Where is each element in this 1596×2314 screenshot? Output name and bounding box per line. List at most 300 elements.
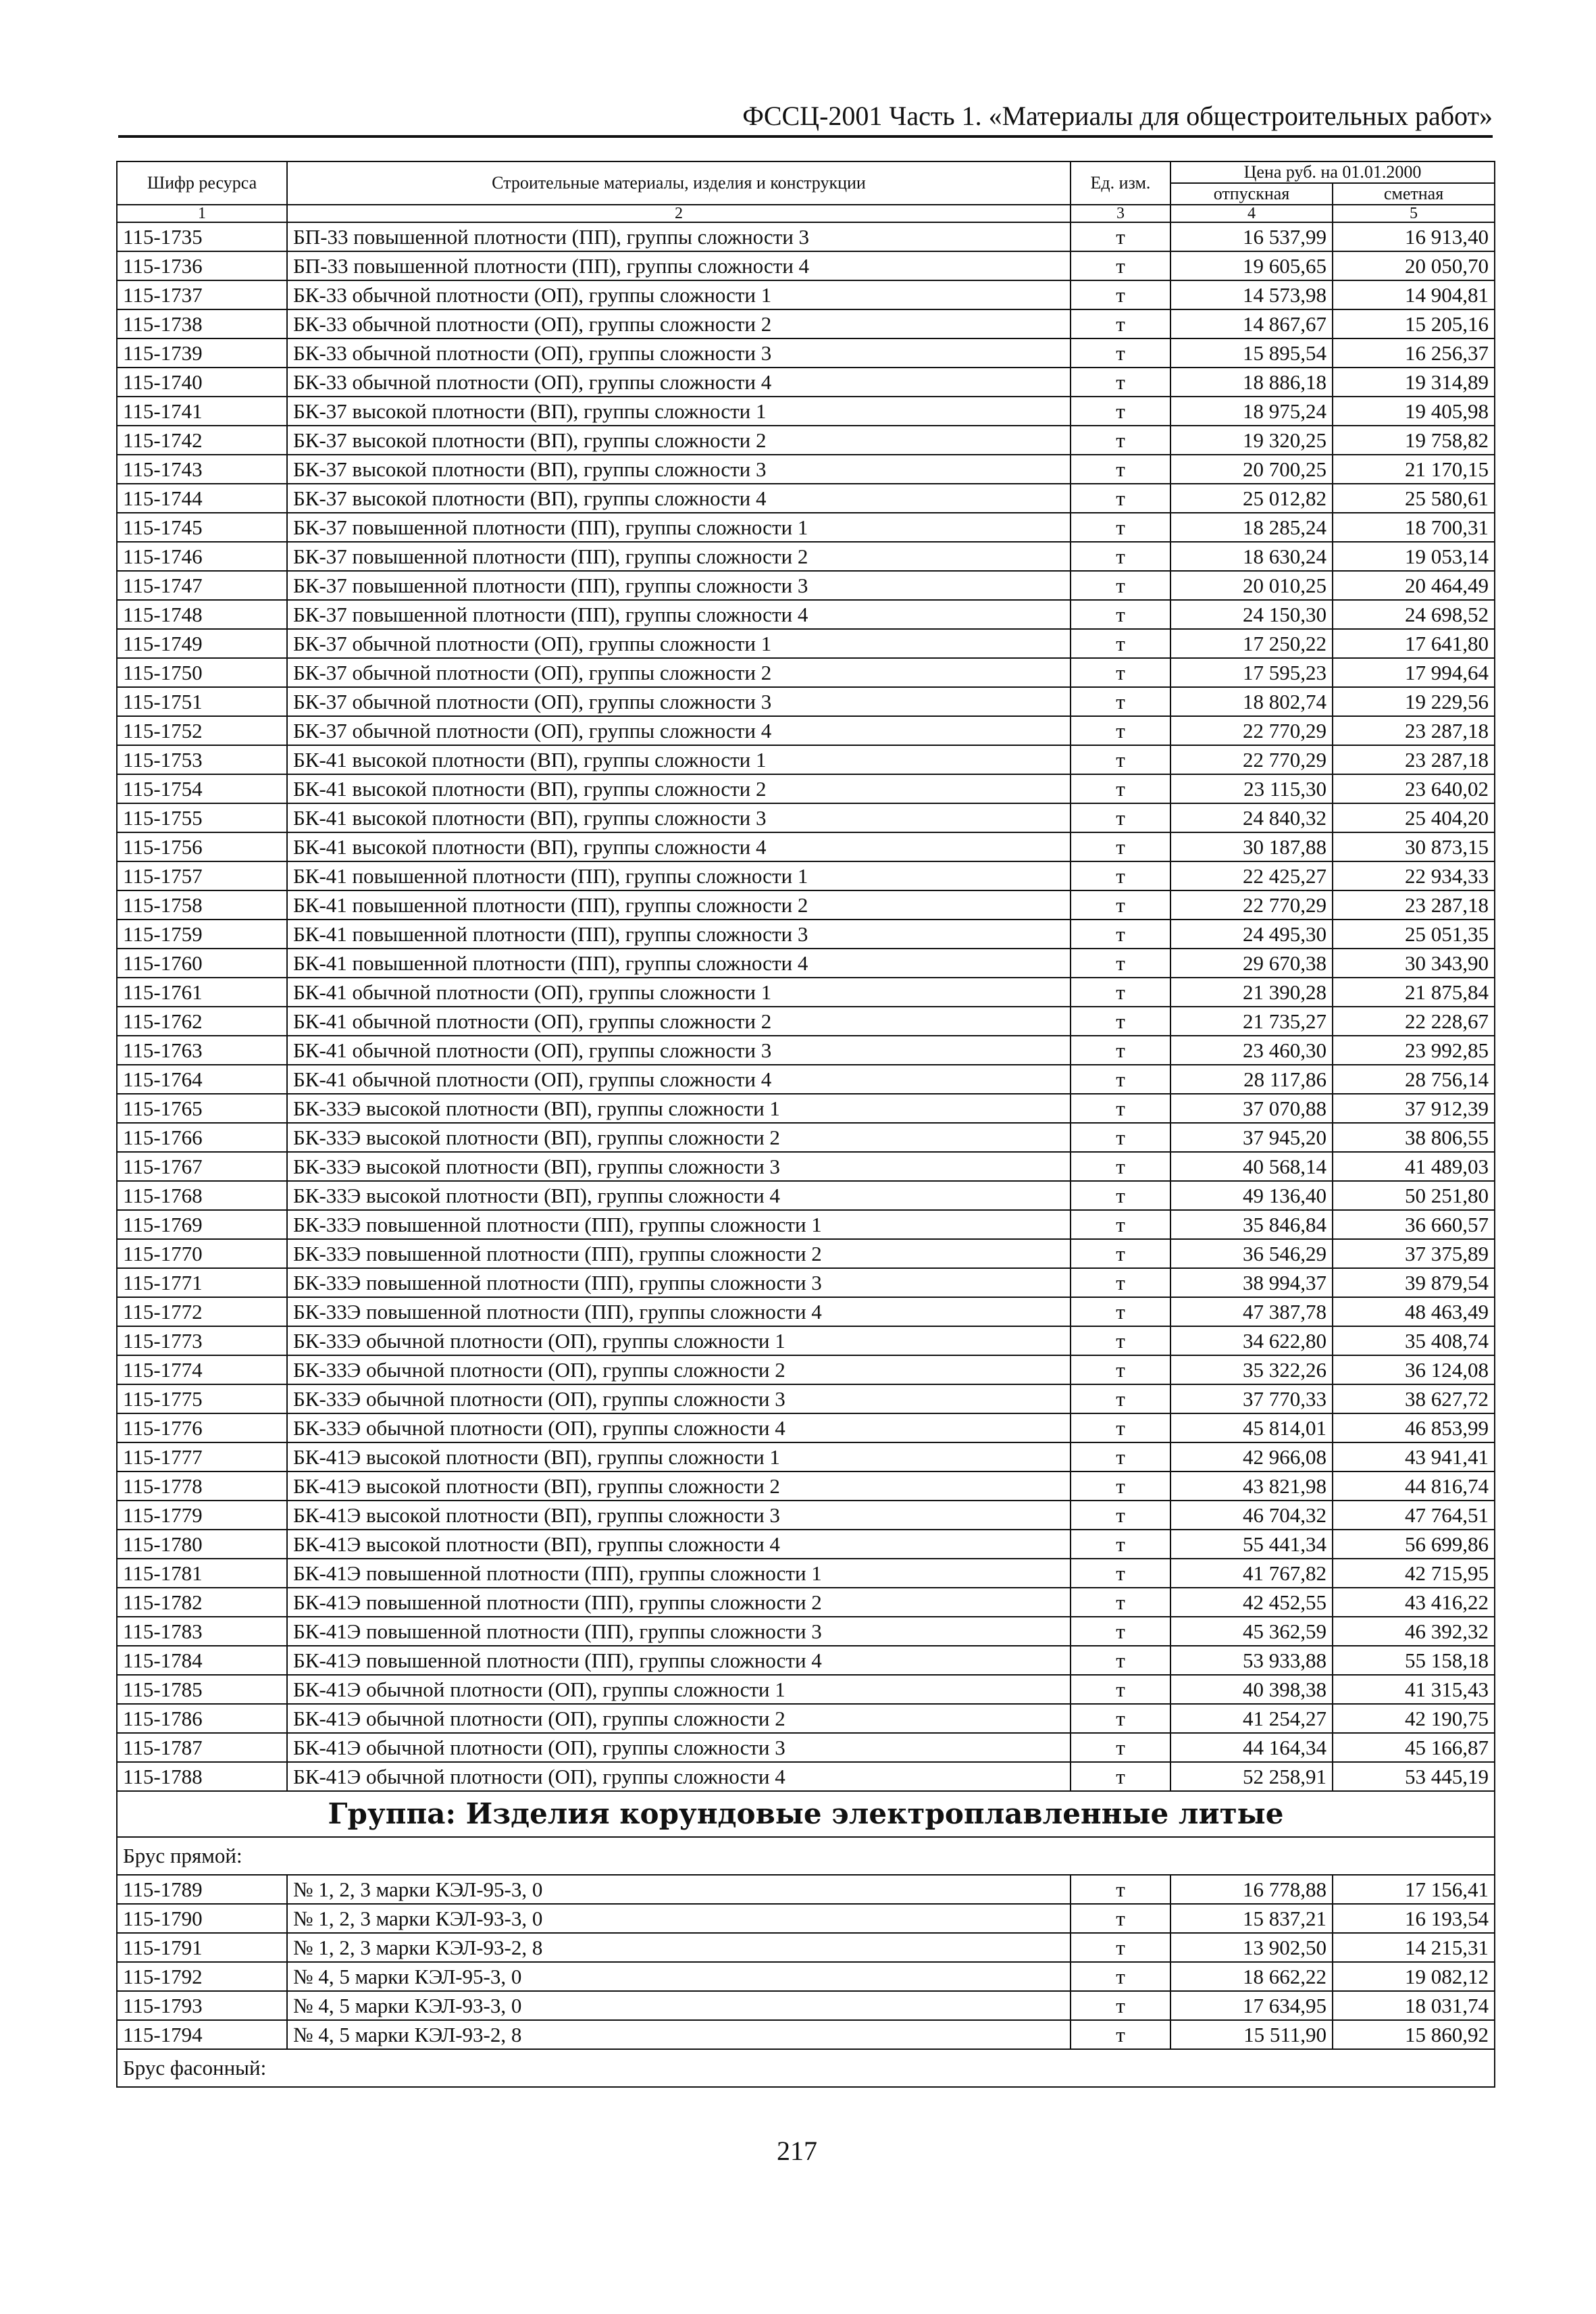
running-header: ФССЦ-2001 Часть 1. «Материалы для общестроительных работ»: [742, 101, 1493, 131]
table-row: [117, 397, 1495, 426]
unit: т: [1071, 687, 1170, 716]
material-name: БК-37 повышенной плотности (ПП), группы сложности 4: [287, 600, 1071, 629]
resource-code: 115-1742: [117, 426, 287, 455]
unit: т: [1071, 309, 1170, 338]
table-row: [117, 1442, 1495, 1472]
material-name: БК-33Э повышенной плотности (ПП), группы сложности 2: [287, 1239, 1071, 1268]
unit: т: [1071, 251, 1170, 280]
resource-code: 115-1791: [117, 1933, 287, 1962]
table-row: [117, 687, 1495, 716]
release-price: 41 767,82: [1170, 1559, 1333, 1588]
resource-code: 115-1760: [117, 949, 287, 978]
unit: т: [1071, 1442, 1170, 1472]
resource-code: 115-1769: [117, 1210, 287, 1239]
estimate-price: 50 251,80: [1333, 1181, 1495, 1210]
unit: т: [1071, 890, 1170, 920]
release-price: 13 902,50: [1170, 1933, 1333, 1962]
col-index: 1: [117, 205, 287, 222]
material-name: БК-41 повышенной плотности (ПП), группы сложности 1: [287, 861, 1071, 890]
unit: т: [1071, 1733, 1170, 1762]
resource-code: 115-1750: [117, 658, 287, 687]
unit: т: [1071, 1065, 1170, 1094]
table-row: [117, 1962, 1495, 1991]
estimate-price: 46 392,32: [1333, 1617, 1495, 1646]
unit: т: [1071, 949, 1170, 978]
unit: т: [1071, 455, 1170, 484]
material-name: БК-33Э повышенной плотности (ПП), группы сложности 3: [287, 1268, 1071, 1297]
resource-code: 115-1786: [117, 1704, 287, 1733]
resource-code: 115-1775: [117, 1384, 287, 1413]
table-row: [117, 1181, 1495, 1210]
release-price: 21 390,28: [1170, 978, 1333, 1007]
release-price: 35 322,26: [1170, 1355, 1333, 1384]
estimate-price: 17 994,64: [1333, 658, 1495, 687]
estimate-price: 15 860,92: [1333, 2020, 1495, 2049]
release-price: 15 837,21: [1170, 1904, 1333, 1933]
estimate-price: 45 166,87: [1333, 1733, 1495, 1762]
resource-code: 115-1757: [117, 861, 287, 890]
unit: т: [1071, 658, 1170, 687]
table-row: [117, 1297, 1495, 1326]
estimate-price: 17 641,80: [1333, 629, 1495, 658]
table-row: [117, 1036, 1495, 1065]
resource-code: 115-1751: [117, 687, 287, 716]
release-price: 41 254,27: [1170, 1704, 1333, 1733]
material-name: БК-41 высокой плотности (ВП), группы сложности 2: [287, 774, 1071, 803]
material-name: БК-41 обычной плотности (ОП), группы сложности 1: [287, 978, 1071, 1007]
release-price: 16 778,88: [1170, 1875, 1333, 1904]
unit: т: [1071, 426, 1170, 455]
release-price: 14 573,98: [1170, 280, 1333, 309]
release-price: 47 387,78: [1170, 1297, 1333, 1326]
material-name: БК-37 повышенной плотности (ПП), группы сложности 2: [287, 542, 1071, 571]
resource-code: 115-1783: [117, 1617, 287, 1646]
material-name: БК-33Э обычной плотности (ОП), группы сложности 3: [287, 1384, 1071, 1413]
unit: т: [1071, 368, 1170, 397]
table-row: [117, 1123, 1495, 1152]
table-row: [117, 571, 1495, 600]
resource-code: 115-1773: [117, 1326, 287, 1355]
unit: т: [1071, 338, 1170, 368]
unit: т: [1071, 1210, 1170, 1239]
estimate-price: 48 463,49: [1333, 1297, 1495, 1326]
release-price: 28 117,86: [1170, 1065, 1333, 1094]
unit: т: [1071, 1875, 1170, 1904]
unit: т: [1071, 1704, 1170, 1733]
release-price: 42 966,08: [1170, 1442, 1333, 1472]
unit: т: [1071, 484, 1170, 513]
estimate-price: 36 660,57: [1333, 1210, 1495, 1239]
table-row: [117, 1933, 1495, 1962]
estimate-price: 39 879,54: [1333, 1268, 1495, 1297]
estimate-price: 41 489,03: [1333, 1152, 1495, 1181]
release-price: 55 441,34: [1170, 1530, 1333, 1559]
release-price: 29 670,38: [1170, 949, 1333, 978]
estimate-price: 23 287,18: [1333, 716, 1495, 745]
release-price: 24 840,32: [1170, 803, 1333, 832]
material-name: БК-41 высокой плотности (ВП), группы сложности 1: [287, 745, 1071, 774]
estimate-price: 30 873,15: [1333, 832, 1495, 861]
estimate-price: 55 158,18: [1333, 1646, 1495, 1675]
table-row: [117, 484, 1495, 513]
material-name: № 4, 5 марки КЭЛ-93-2, 8: [287, 2020, 1071, 2049]
release-price: 14 867,67: [1170, 309, 1333, 338]
table-row: [117, 1904, 1495, 1933]
resource-code: 115-1747: [117, 571, 287, 600]
unit: т: [1071, 1297, 1170, 1326]
release-price: 24 495,30: [1170, 920, 1333, 949]
table-row: [117, 1326, 1495, 1355]
release-price: 20 010,25: [1170, 571, 1333, 600]
table-body-group: [117, 1875, 1495, 2049]
release-price: 52 258,91: [1170, 1762, 1333, 1791]
estimate-price: 53 445,19: [1333, 1762, 1495, 1791]
resource-code: 115-1774: [117, 1355, 287, 1384]
resource-code: 115-1772: [117, 1297, 287, 1326]
release-price: 18 975,24: [1170, 397, 1333, 426]
material-name: БК-37 обычной плотности (ОП), группы сложности 2: [287, 658, 1071, 687]
release-price: 45 362,59: [1170, 1617, 1333, 1646]
estimate-price: 23 287,18: [1333, 890, 1495, 920]
material-name: № 1, 2, 3 марки КЭЛ-93-3, 0: [287, 1904, 1071, 1933]
table-row: [117, 309, 1495, 338]
estimate-price: 20 050,70: [1333, 251, 1495, 280]
estimate-price: 23 992,85: [1333, 1036, 1495, 1065]
table-row: [117, 745, 1495, 774]
release-price: 37 945,20: [1170, 1123, 1333, 1152]
unit: т: [1071, 1588, 1170, 1617]
table-body: [117, 222, 1495, 1791]
estimate-price: 17 156,41: [1333, 1875, 1495, 1904]
material-name: БК-33Э повышенной плотности (ПП), группы сложности 1: [287, 1210, 1071, 1239]
unit: т: [1071, 1413, 1170, 1442]
table-row: [117, 716, 1495, 745]
resource-code: 115-1759: [117, 920, 287, 949]
subsection-title: Брус фасонный:: [117, 2049, 1495, 2087]
table-row: [117, 513, 1495, 542]
estimate-price: 20 464,49: [1333, 571, 1495, 600]
material-name: БК-33Э обычной плотности (ОП), группы сложности 1: [287, 1326, 1071, 1355]
resource-code: 115-1788: [117, 1762, 287, 1791]
material-name: БК-41 повышенной плотности (ПП), группы сложности 4: [287, 949, 1071, 978]
header-rule: [118, 135, 1493, 138]
unit: т: [1071, 397, 1170, 426]
resource-code: 115-1766: [117, 1123, 287, 1152]
estimate-price: 47 764,51: [1333, 1501, 1495, 1530]
estimate-price: 24 698,52: [1333, 600, 1495, 629]
release-price: 18 802,74: [1170, 687, 1333, 716]
estimate-price: 22 934,33: [1333, 861, 1495, 890]
table-row: [117, 1704, 1495, 1733]
resource-code: 115-1735: [117, 222, 287, 251]
table-row: [117, 1472, 1495, 1501]
unit: т: [1071, 1036, 1170, 1065]
material-name: БК-33 обычной плотности (ОП), группы сложности 4: [287, 368, 1071, 397]
unit: т: [1071, 920, 1170, 949]
material-name: № 4, 5 марки КЭЛ-93-3, 0: [287, 1991, 1071, 2020]
release-price: 18 285,24: [1170, 513, 1333, 542]
release-price: 38 994,37: [1170, 1268, 1333, 1297]
release-price: 49 136,40: [1170, 1181, 1333, 1210]
group-section: [117, 1791, 1495, 1875]
material-name: БК-37 повышенной плотности (ПП), группы сложности 1: [287, 513, 1071, 542]
resource-code: 115-1739: [117, 338, 287, 368]
estimate-price: 25 580,61: [1333, 484, 1495, 513]
estimate-price: 19 082,12: [1333, 1962, 1495, 1991]
table-row: [117, 222, 1495, 251]
resource-code: 115-1752: [117, 716, 287, 745]
unit: т: [1071, 745, 1170, 774]
unit: т: [1071, 861, 1170, 890]
estimate-price: 41 315,43: [1333, 1675, 1495, 1704]
resource-code: 115-1743: [117, 455, 287, 484]
table-row: [117, 280, 1495, 309]
unit: т: [1071, 629, 1170, 658]
unit: т: [1071, 803, 1170, 832]
resource-code: 115-1764: [117, 1065, 287, 1094]
table-row: [117, 1384, 1495, 1413]
table-row: [117, 1675, 1495, 1704]
col-index: 4: [1170, 205, 1333, 222]
estimate-price: 36 124,08: [1333, 1355, 1495, 1384]
table-row: [117, 629, 1495, 658]
table-row: [117, 890, 1495, 920]
unit: т: [1071, 1675, 1170, 1704]
col-name-header: Строительные материалы, изделия и конструкции: [287, 161, 1071, 205]
col-index: 3: [1071, 205, 1170, 222]
table-row: [117, 338, 1495, 368]
resource-code: 115-1765: [117, 1094, 287, 1123]
material-name: БК-37 высокой плотности (ВП), группы сложности 3: [287, 455, 1071, 484]
material-name: БК-37 высокой плотности (ВП), группы сложности 1: [287, 397, 1071, 426]
unit: т: [1071, 1326, 1170, 1355]
estimate-price: 19 229,56: [1333, 687, 1495, 716]
resource-code: 115-1767: [117, 1152, 287, 1181]
table-row: [117, 1355, 1495, 1384]
col-code-header: Шифр ресурса: [117, 161, 287, 205]
estimate-price: 28 756,14: [1333, 1065, 1495, 1094]
resource-code: 115-1753: [117, 745, 287, 774]
estimate-price: 19 405,98: [1333, 397, 1495, 426]
table-row: [117, 920, 1495, 949]
table-row: [117, 803, 1495, 832]
table-row: [117, 251, 1495, 280]
table-row: [117, 1991, 1495, 2020]
estimate-price: 15 205,16: [1333, 309, 1495, 338]
estimate-price: 37 912,39: [1333, 1094, 1495, 1123]
estimate-price: 42 715,95: [1333, 1559, 1495, 1588]
unit: т: [1071, 1007, 1170, 1036]
release-price: 24 150,30: [1170, 600, 1333, 629]
table-row: [117, 426, 1495, 455]
unit: т: [1071, 513, 1170, 542]
resource-code: 115-1755: [117, 803, 287, 832]
unit: т: [1071, 1559, 1170, 1588]
estimate-price: 21 170,15: [1333, 455, 1495, 484]
table-row: [117, 1588, 1495, 1617]
release-price: 44 164,34: [1170, 1733, 1333, 1762]
release-price: 23 460,30: [1170, 1036, 1333, 1065]
resource-code: 115-1744: [117, 484, 287, 513]
resource-code: 115-1780: [117, 1530, 287, 1559]
unit: т: [1071, 542, 1170, 571]
table-row: [117, 949, 1495, 978]
release-price: 22 770,29: [1170, 716, 1333, 745]
release-price: 16 537,99: [1170, 222, 1333, 251]
release-price: 43 821,98: [1170, 1472, 1333, 1501]
col-index: 2: [287, 205, 1071, 222]
resource-code: 115-1790: [117, 1904, 287, 1933]
estimate-price: 18 031,74: [1333, 1991, 1495, 2020]
estimate-price: 43 941,41: [1333, 1442, 1495, 1472]
unit: т: [1071, 1094, 1170, 1123]
resource-code: 115-1781: [117, 1559, 287, 1588]
unit: т: [1071, 1762, 1170, 1791]
resource-code: 115-1784: [117, 1646, 287, 1675]
estimate-price: 43 416,22: [1333, 1588, 1495, 1617]
unit: т: [1071, 222, 1170, 251]
unit: т: [1071, 571, 1170, 600]
unit: т: [1071, 1646, 1170, 1675]
unit: т: [1071, 1268, 1170, 1297]
col-estimate-header: сметная: [1333, 183, 1495, 205]
table-row: [117, 861, 1495, 890]
release-price: 23 115,30: [1170, 774, 1333, 803]
resource-code: 115-1741: [117, 397, 287, 426]
estimate-price: 14 904,81: [1333, 280, 1495, 309]
unit: т: [1071, 1472, 1170, 1501]
material-name: БК-41 повышенной плотности (ПП), группы сложности 2: [287, 890, 1071, 920]
release-price: 40 398,38: [1170, 1675, 1333, 1704]
material-name: БК-33Э обычной плотности (ОП), группы сложности 2: [287, 1355, 1071, 1384]
table-row: [117, 1646, 1495, 1675]
table-row: [117, 1559, 1495, 1588]
column-index-row: [117, 205, 1495, 222]
estimate-price: 22 228,67: [1333, 1007, 1495, 1036]
unit: т: [1071, 600, 1170, 629]
resource-code: 115-1749: [117, 629, 287, 658]
price-table: [116, 161, 1495, 2088]
material-name: БК-33 обычной плотности (ОП), группы сложности 1: [287, 280, 1071, 309]
unit: т: [1071, 978, 1170, 1007]
material-name: БК-33Э высокой плотности (ВП), группы сложности 2: [287, 1123, 1071, 1152]
material-name: № 1, 2, 3 марки КЭЛ-93-2, 8: [287, 1933, 1071, 1962]
table-row: [117, 368, 1495, 397]
material-name: БК-37 обычной плотности (ОП), группы сложности 4: [287, 716, 1071, 745]
resource-code: 115-1756: [117, 832, 287, 861]
table-row: [117, 455, 1495, 484]
release-price: 42 452,55: [1170, 1588, 1333, 1617]
material-name: БП-33 повышенной плотности (ПП), группы сложности 3: [287, 222, 1071, 251]
resource-code: 115-1763: [117, 1036, 287, 1065]
table-row: [117, 658, 1495, 687]
table-header: [117, 161, 1495, 222]
col-index: 5: [1333, 205, 1495, 222]
resource-code: 115-1789: [117, 1875, 287, 1904]
resource-code: 115-1737: [117, 280, 287, 309]
table-row: [117, 1094, 1495, 1123]
material-name: БК-41 высокой плотности (ВП), группы сложности 4: [287, 832, 1071, 861]
table-row: [117, 1875, 1495, 1904]
material-name: БК-41Э повышенной плотности (ПП), группы сложности 3: [287, 1617, 1071, 1646]
release-price: 15 895,54: [1170, 338, 1333, 368]
subsection-title: Брус прямой:: [117, 1837, 1495, 1875]
unit: т: [1071, 1530, 1170, 1559]
resource-code: 115-1778: [117, 1472, 287, 1501]
estimate-price: 38 627,72: [1333, 1384, 1495, 1413]
material-name: БК-41 обычной плотности (ОП), группы сложности 2: [287, 1007, 1071, 1036]
col-price-header: Цена руб. на 01.01.2000: [1170, 161, 1495, 183]
table-row: [117, 1501, 1495, 1530]
release-price: 37 070,88: [1170, 1094, 1333, 1123]
material-name: БК-41Э повышенной плотности (ПП), группы сложности 1: [287, 1559, 1071, 1588]
resource-code: 115-1777: [117, 1442, 287, 1472]
release-price: 19 605,65: [1170, 251, 1333, 280]
table-row: [117, 832, 1495, 861]
col-release-header: отпускная: [1170, 183, 1333, 205]
resource-code: 115-1746: [117, 542, 287, 571]
release-price: 45 814,01: [1170, 1413, 1333, 1442]
unit: т: [1071, 716, 1170, 745]
release-price: 18 630,24: [1170, 542, 1333, 571]
unit: т: [1071, 2020, 1170, 2049]
material-name: БК-37 высокой плотности (ВП), группы сложности 4: [287, 484, 1071, 513]
release-price: 40 568,14: [1170, 1152, 1333, 1181]
material-name: БК-41Э высокой плотности (ВП), группы сложности 2: [287, 1472, 1071, 1501]
resource-code: 115-1768: [117, 1181, 287, 1210]
release-price: 17 250,22: [1170, 629, 1333, 658]
material-name: БК-37 обычной плотности (ОП), группы сложности 1: [287, 629, 1071, 658]
material-name: БК-33Э высокой плотности (ВП), группы сложности 3: [287, 1152, 1071, 1181]
estimate-price: 44 816,74: [1333, 1472, 1495, 1501]
resource-code: 115-1771: [117, 1268, 287, 1297]
release-price: 34 622,80: [1170, 1326, 1333, 1355]
table-row: [117, 774, 1495, 803]
material-name: БК-33Э высокой плотности (ВП), группы сложности 4: [287, 1181, 1071, 1210]
table-row: [117, 1413, 1495, 1442]
material-name: БП-33 повышенной плотности (ПП), группы сложности 4: [287, 251, 1071, 280]
estimate-price: 30 343,90: [1333, 949, 1495, 978]
release-price: 17 634,95: [1170, 1991, 1333, 2020]
resource-code: 115-1761: [117, 978, 287, 1007]
estimate-price: 35 408,74: [1333, 1326, 1495, 1355]
release-price: 46 704,32: [1170, 1501, 1333, 1530]
material-name: № 1, 2, 3 марки КЭЛ-95-3, 0: [287, 1875, 1071, 1904]
release-price: 25 012,82: [1170, 484, 1333, 513]
unit: т: [1071, 1239, 1170, 1268]
material-name: БК-41 обычной плотности (ОП), группы сложности 3: [287, 1036, 1071, 1065]
material-name: БК-41 обычной плотности (ОП), группы сложности 4: [287, 1065, 1071, 1094]
group-title: Группа: Изделия корундовые электроплавленные литые: [117, 1791, 1495, 1837]
resource-code: 115-1776: [117, 1413, 287, 1442]
unit: т: [1071, 1904, 1170, 1933]
resource-code: 115-1792: [117, 1962, 287, 1991]
material-name: БК-37 обычной плотности (ОП), группы сложности 3: [287, 687, 1071, 716]
unit: т: [1071, 1152, 1170, 1181]
release-price: 15 511,90: [1170, 2020, 1333, 2049]
table-row: [117, 1530, 1495, 1559]
release-price: 20 700,25: [1170, 455, 1333, 484]
estimate-price: 42 190,75: [1333, 1704, 1495, 1733]
estimate-price: 16 193,54: [1333, 1904, 1495, 1933]
material-name: БК-41Э повышенной плотности (ПП), группы сложности 4: [287, 1646, 1071, 1675]
estimate-price: 18 700,31: [1333, 513, 1495, 542]
material-name: БК-41 повышенной плотности (ПП), группы сложности 3: [287, 920, 1071, 949]
release-price: 17 595,23: [1170, 658, 1333, 687]
table-row: [117, 1617, 1495, 1646]
resource-code: 115-1794: [117, 2020, 287, 2049]
unit: т: [1071, 1991, 1170, 2020]
